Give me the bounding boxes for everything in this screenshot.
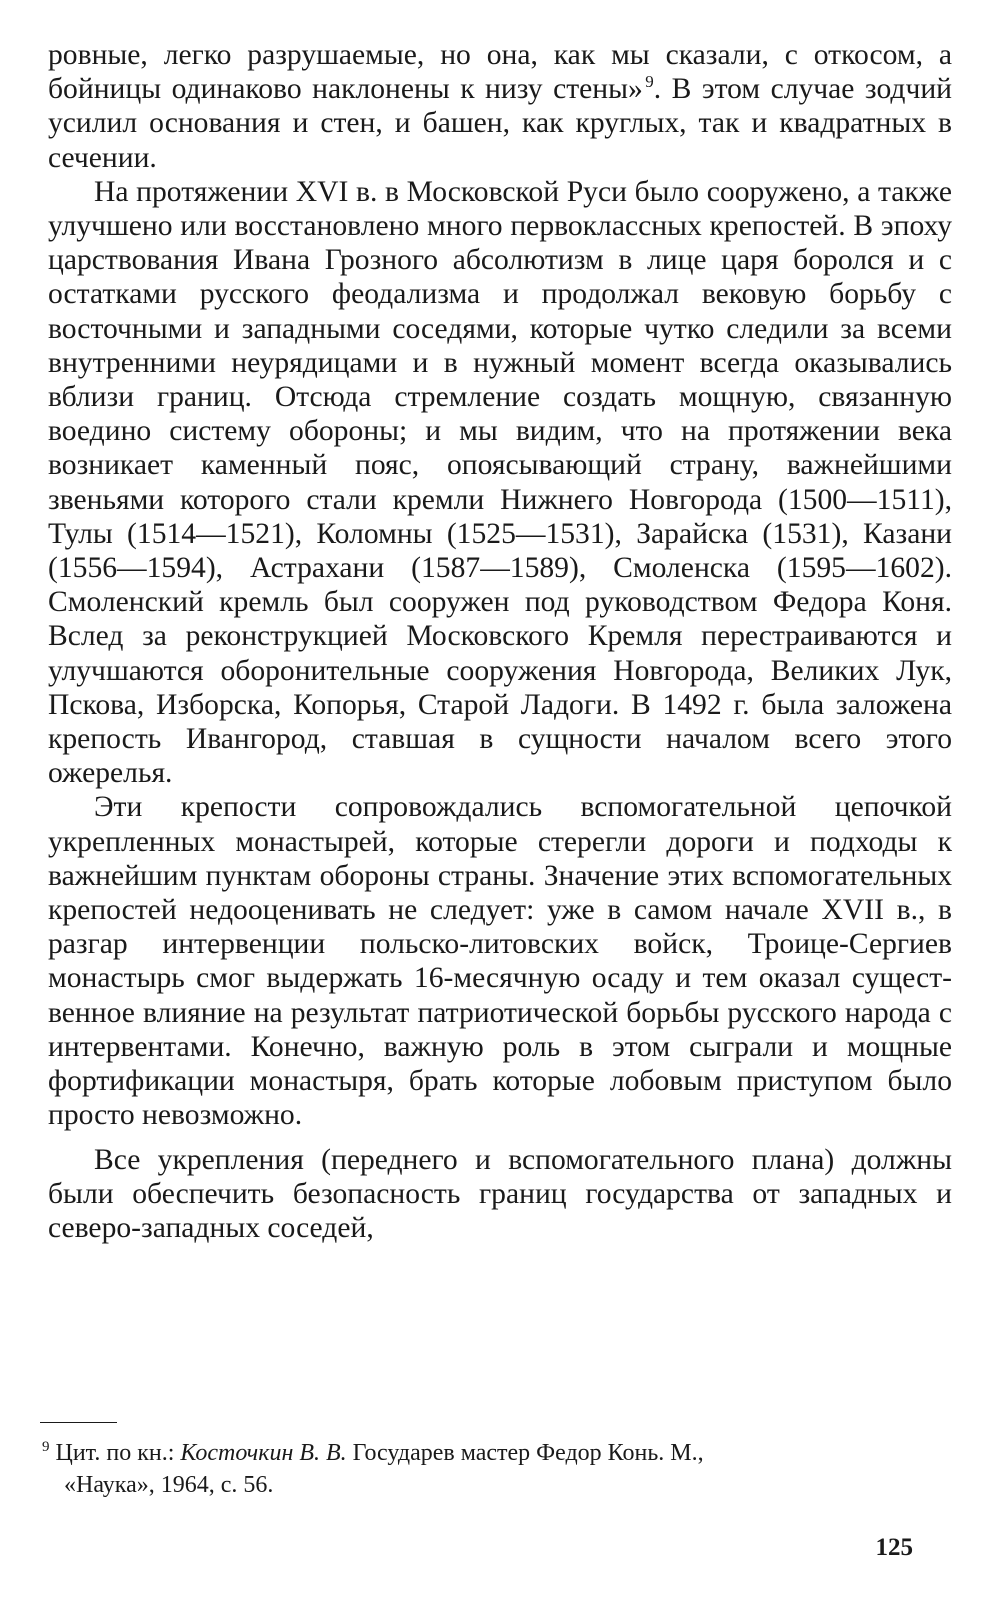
page-number: 125 <box>875 1534 913 1561</box>
footnote-divider <box>40 1422 117 1423</box>
footnote <box>42 1437 954 1501</box>
paragraph-1 <box>48 38 952 175</box>
paragraph-3: Эти крепости сопровождались вспомогательной цепочкой укрепленных монастырей, которые стерегли дороги и подходы к важнейшим пунктам обороны страны. Значение этих вспомогательных крепостей недооценивать не следует: уже в самом начале XVII в., в разгар интервенции польско-литовских войск, Троице-Сергиев монастырь смог выдержать 16-месячную осаду и тем оказал существенное влияние на результат патриотической борьбы русского народа с интервентами. Конечно, важную роль в этом сыграли и мощные фортификации монастыря, брать которые лобовым приступом было просто невозможно. <box>48 791 952 1132</box>
footnote-title: Государев мастер Федор Конь. М., <box>346 1440 704 1466</box>
footnote-mark: 9 <box>42 1439 50 1455</box>
footnote-prefix: Цит. по кн.: <box>55 1440 181 1466</box>
paragraph-1-text-after: . В этом случае зодчий усилил основания и стен, и башен, как круглых, так и квадратных в сечении. <box>48 73 953 174</box>
paragraph-1-text-before: ровные, легко разрушаемые, но она, как мы сказали, с откосом, а бойницы одинаково наклонены к низу стены» <box>48 39 952 106</box>
footnote-reference: 9 <box>645 72 654 92</box>
paragraph-4: Все укрепления (переднего и вспомогательного плана) должны были обеспечить безопасность границ государства от западных и северо-западных соседей, <box>48 1143 952 1244</box>
footnote-author: Косточкин В. В. <box>180 1440 347 1466</box>
page-body <box>48 38 952 1245</box>
paragraph-2: На протяжении XVI в. в Московской Руси было сооружено, а также улучшено или восстановлено много первоклассных крепостей. В эпоху царствования Ивана Грозного абсолютизм в лице царя боролся и с остатками русского феодализма и продолжал вековую борьбу с восточными и западными соседями, которые чутко следили за всеми внутренними неурядицами и в нужный момент всегда оказывались вблизи границ. Отсюда стремление создать мощную, связанную воедино систему обороны; и мы видим, что на протяжении века возникает каменный пояс, опоясывающий страну, важнейшими звеньями которого стали кремли Нижнего Новгорода (1500—1511), Тулы (1514—1521), Коломны (1525—1531), Зарайска (1531), Казани (1556—1594), Астрахани (1587—1589), Смоленска (1595—1602). Смоленский кремль был сооружен под руководством Федора Коня. Вслед за реконструкцией Московского Кремля перестраиваются и улучшаются оборонительные сооружения Новгорода, Великих Лук, Пскова, Изборска, Копорья, Старой Ладоги. В 1492 г. была заложена крепость Ивангород, ставшая в сущности началом всего этого ожерелья. <box>48 175 952 790</box>
footnote-publisher: «Наука», 1964, с. 56. <box>64 1472 274 1498</box>
